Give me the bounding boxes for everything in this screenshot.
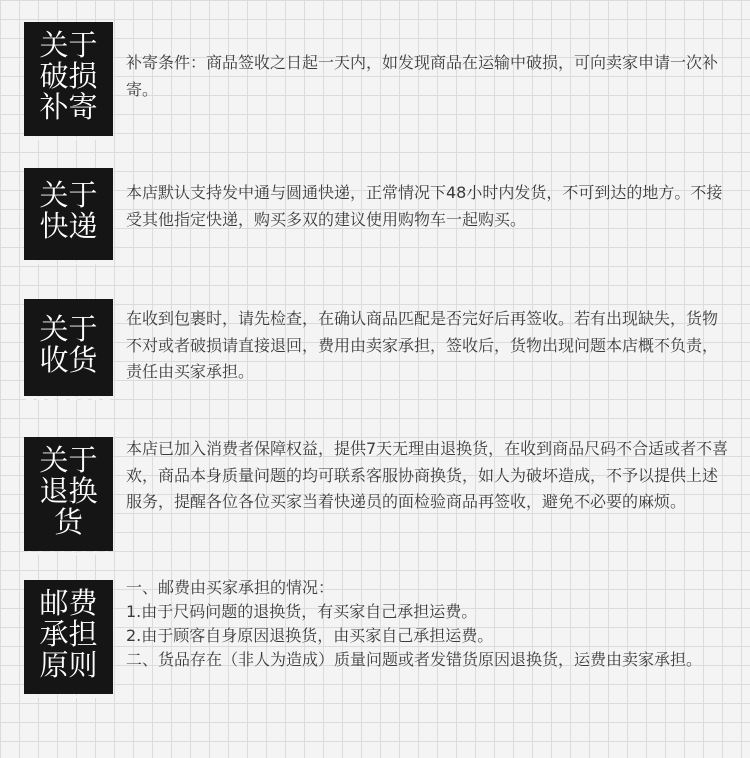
tag-line: 承担 [39,616,98,651]
section-text [126,436,731,516]
tag-line: 关于 [39,178,98,212]
tag-line: 关于 [39,27,98,62]
section-text [126,576,731,672]
section-text [126,306,731,386]
tag-line: 退换 [39,473,98,508]
paragraph: 在收到包裹时，请先检查，在确认商品匹配是否完好后再签收。若有出现缺失，货物不对或者破损请直接退回，费用由卖家承担，签收后，货物出现问题本店概不负责，责任由买家承担。 [126,309,719,381]
tag-line: 货 [53,504,83,539]
tag-line: 关于 [39,311,98,346]
paragraph: 补寄条件：商品签收之日起一天内，如发现商品在运输中破损，可向卖家申请一次补寄。 [126,53,719,99]
tag-line: 原则 [39,647,98,682]
tag-line: 邮费 [39,585,98,620]
tag-line: 关于 [39,442,98,477]
paragraph: 二、货品存在（非人为造成）质量问题或者发错货原因退换货，运费由卖家承担。 [126,650,703,669]
tag-line: 补寄 [39,89,98,124]
tag-line: 收货 [39,342,98,377]
section-text [126,50,731,103]
paragraph: 本店已加入消费者保障权益，提供7天无理由退换货，在收到商品尺码不合适或者不喜欢，商品本身质量问题的均可联系客服协商换货，如人为破坏造成，不予以提供上述服务，提醒各位各位买家当着快递员的面检验商品再签收，避免不必要的麻烦。 [126,439,729,511]
paragraph: 2.由于顾客自身原因退换货，由买家自己承担运费。 [126,626,494,645]
section-tag [24,168,113,260]
section-tag [24,22,113,136]
paragraph: 一、邮费由买家承担的情况： [126,578,335,597]
paragraph: 本店默认支持发中通与圆通快递，正常情况下48小时内发货，不可到达的地方。不接受其他指定快递，购买多双的建议使用购物车一起购买。 [126,183,723,229]
paragraph: 1.由于尺码问题的退换货，有买家自己承担运费。 [126,602,478,621]
section-tag [24,299,113,396]
tag-line: 破损 [39,58,98,93]
section-tag [24,437,113,551]
section-text [126,180,731,233]
tag-line: 快递 [39,209,98,243]
section-tag [24,580,113,694]
